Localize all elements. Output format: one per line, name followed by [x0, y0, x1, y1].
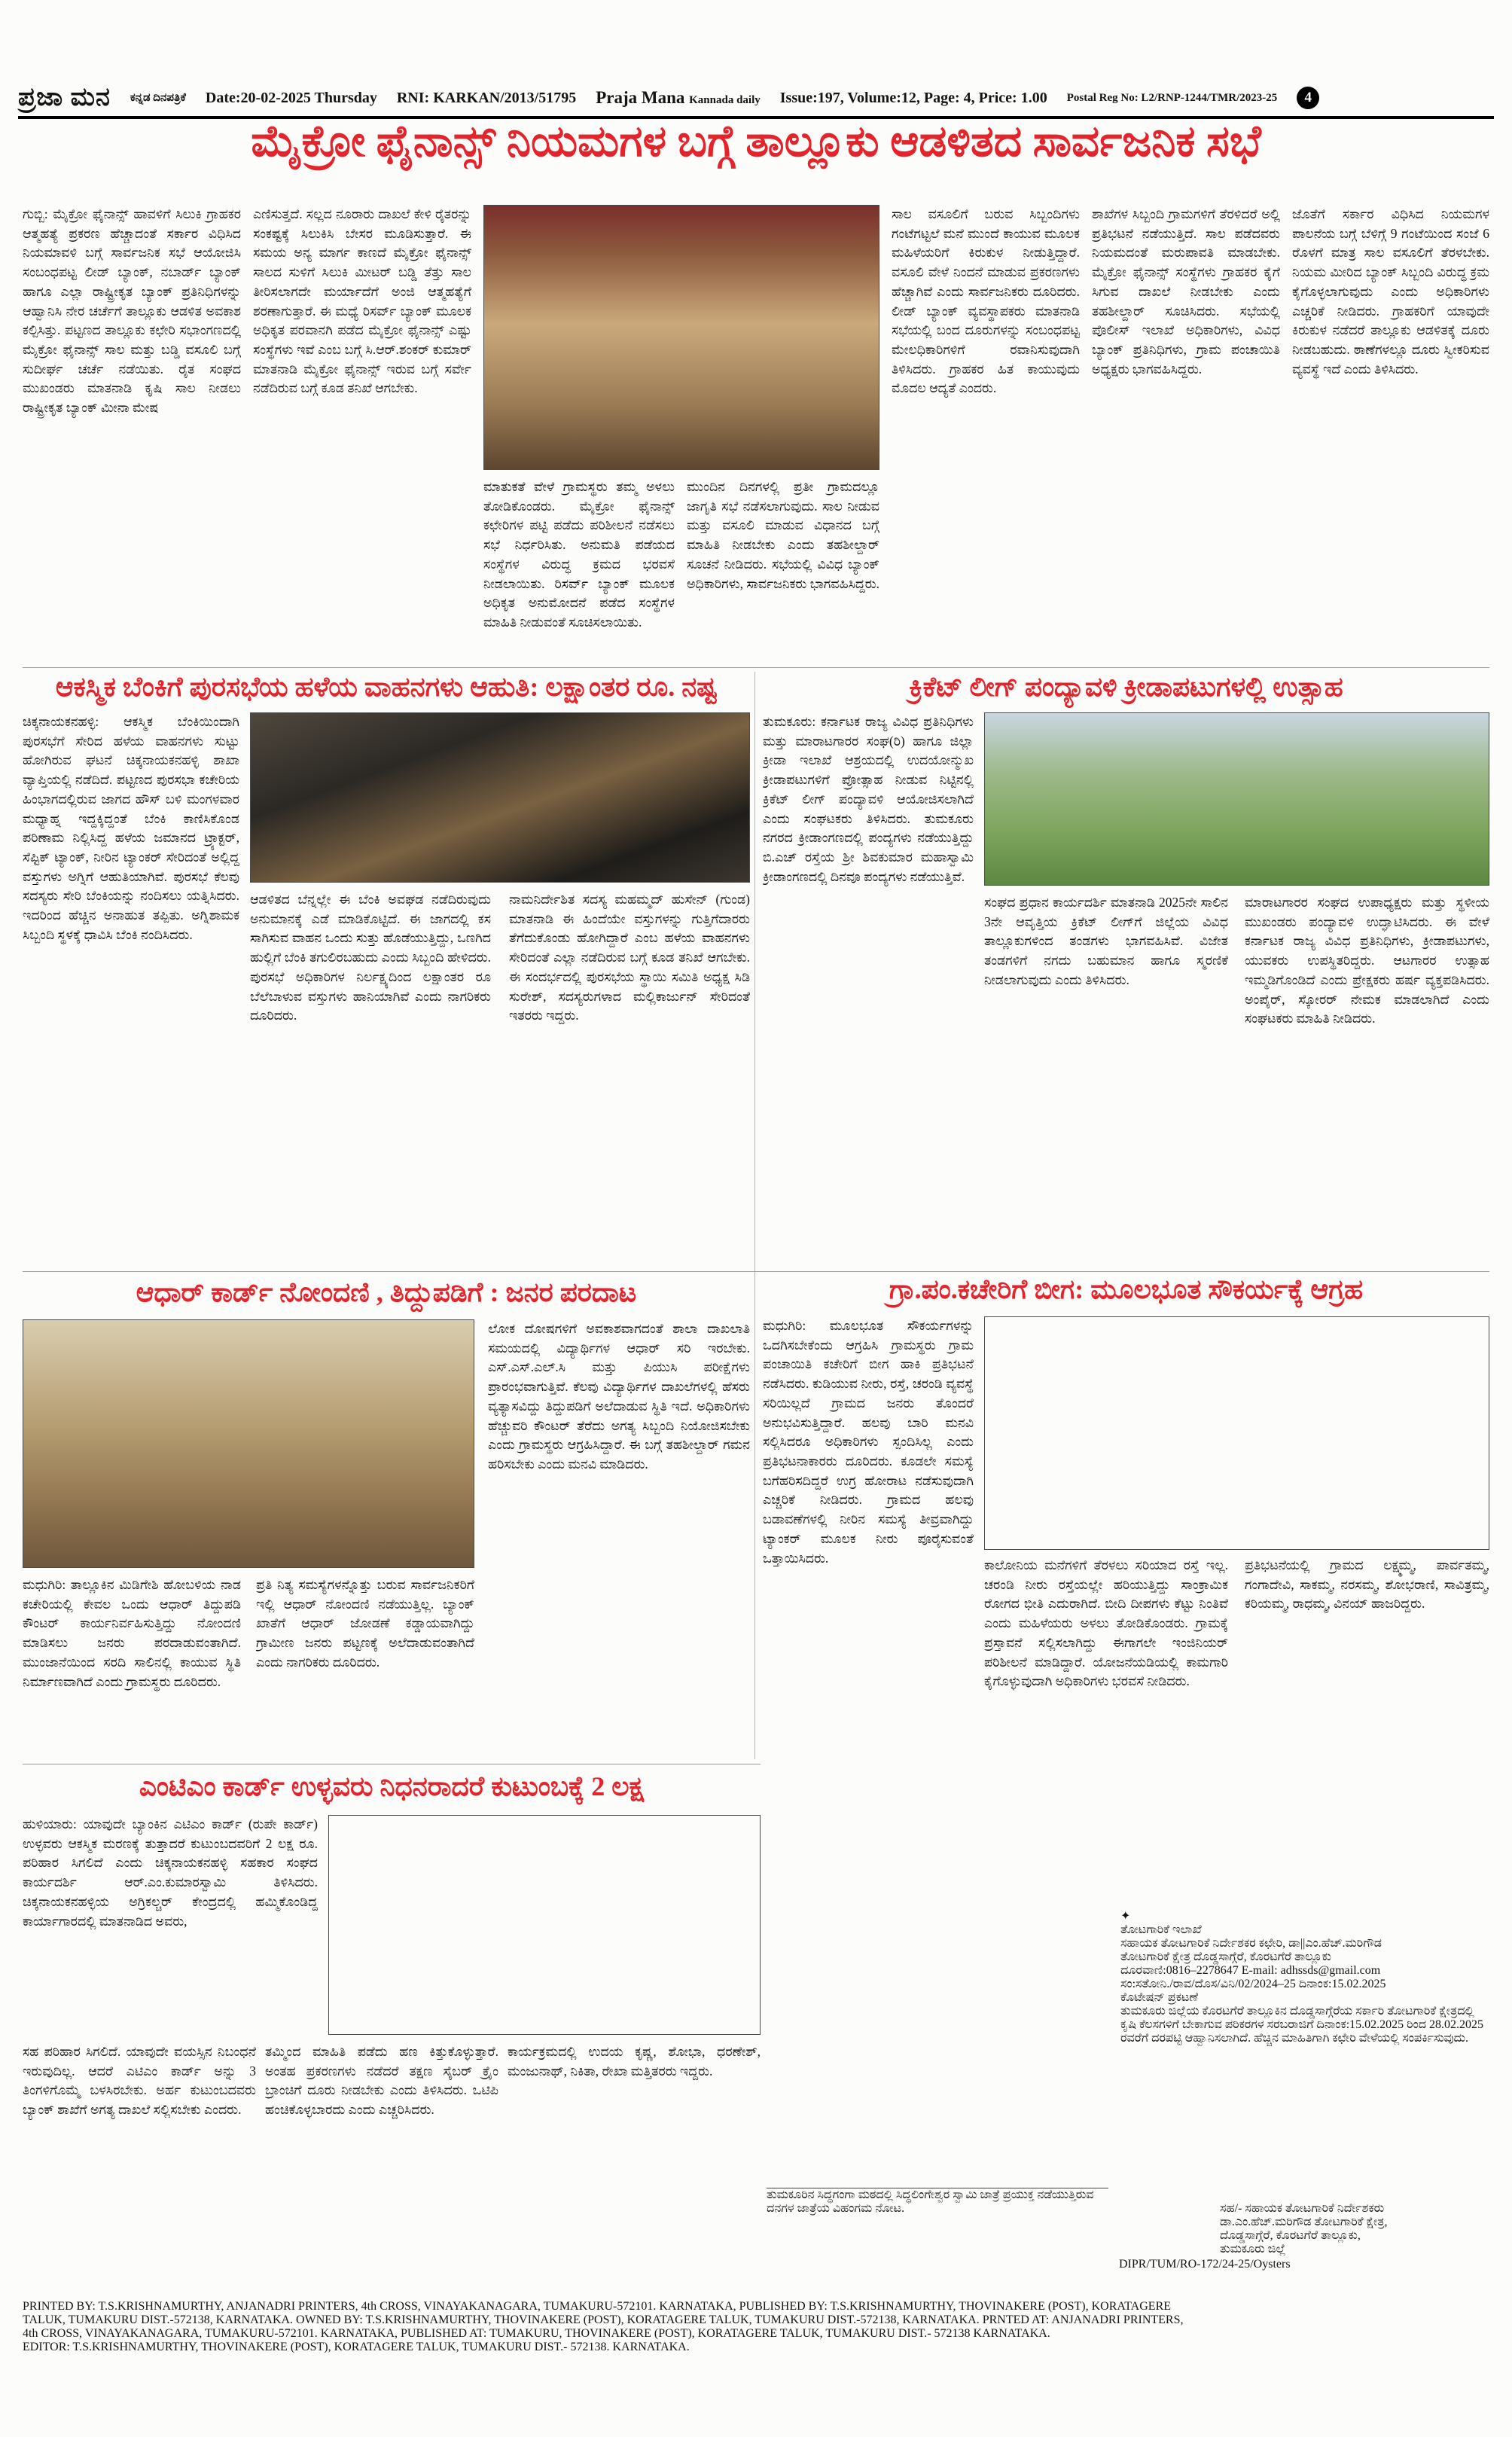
aadhaar-col-1: ಮಧುಗಿರಿ: ತಾಲ್ಲೂಕಿನ ಮಿಡಿಗೇಶಿ ಹೋಬಳಿಯ ನಾಡ ಕಚೇರಿಯಲ್ಲಿ ಕೇವಲ ಒಂದು ಆಧಾರ್ ತಿದ್ದುಪಡಿ ಕೌಂಟರ್ ಕಾರ್ಯನಿರ್ವಹಿಸುತ್ತಿದ್ದು ನೋಂದಣಿ ಮಾಡಿಸಲು ಜನರು ಪರದಾಡುವಂತಾಗಿದೆ. ಮುಂಜಾನೆಯಿಂದ ಸರದಿ ಸಾಲಿನಲ್ಲಿ ಕಾಯುವ ಸ್ಥಿತಿ ನಿರ್ಮಾಣವಾಗಿದೆ ಎಂದು ಗ್ರಾಮಸ್ಥರು ದೂರಿದರು.	[23, 1577, 241, 1689]
lead-col-1: ಗುಬ್ಬಿ: ಮೈಕ್ರೋ ಫೈನಾನ್ಸ್ ಹಾವಳಿಗೆ ಸಿಲುಕಿ ಗ್ರಾಹಕರ ಆತ್ಮಹತ್ಯೆ ಪ್ರಕರಣ ಹೆಚ್ಚಾದಂತೆ ಸರ್ಕಾರ ವಿಧಿಸಿದ ನಿಯಮಾವಳಿ ಬಗ್ಗೆ ಸಾರ್ವಜನಿಕ ಸಭೆ ಆಯೋಜಿಸಿ ಸಂಬಂಧಪಟ್ಟ ಲೀಡ್ ಬ್ಯಾಂಕ್, ನಬಾರ್ಡ್ ಬ್ಯಾಂಕ್ ಹಾಗೂ ಎಲ್ಲಾ ರಾಷ್ಟ್ರೀಕೃತ ಬ್ಯಾಂಕ್ ಪ್ರತಿನಿಧಿಗಳನ್ನು ಆಹ್ವಾನಿಸಿ ನೇರ ಚರ್ಚೆಗೆ ತಾಲ್ಲೂಕು ಆಡಳಿತ ಅವಕಾಶ ಕಲ್ಪಿಸಿತ್ತು. ಪಟ್ಟಣದ ತಾಲ್ಲೂಕು ಕಛೇರಿ ಸಭಾಂಗಣದಲ್ಲಿ ಮೈಕ್ರೋ ಫೈನಾನ್ಸ್ ಸಾಲ ಮತ್ತು ಬಡ್ಡಿ ವಸೂಲಿ ಬಗ್ಗೆ ಸುದೀರ್ಘ ಚರ್ಚೆ ನಡೆಯಿತು. ರೈತ ಸಂಘದ ಮುಖಂಡರು ಮಾತನಾಡಿ ಕೃಷಿ ಸಾಲ ನೀಡಲು ರಾಷ್ಟ್ರೀಕೃತ ಬ್ಯಾಂಕ್ ಮೀನಾ ಮೇಷ	[23, 206, 241, 416]
ad-reference-number: ಸಂ:ಸತೋನಿ./ರಾವ/ದೊಸ/ವಿನಿ/02/2024–25	[1120, 1978, 1296, 1990]
ad-office-line-2: ತೋಟಗಾರಿಕೆ ಕ್ಷೇತ್ರ ದೊಡ್ಡಸಾಗ್ಗೆರೆ, ಕೊರಟಗೆರೆ ತಾಲ್ಲೂಕು	[1120, 1951, 1331, 1963]
lead-col-5: ಸಾಲ ವಸೂಲಿಗೆ ಬರುವ ಸಿಬ್ಬಂದಿಗಳು ಗಂಟೆಗಟ್ಟಲೆ ಮನೆ ಮುಂದೆ ಕಾಯುವ ಮೂಲಕ ಮಹಿಳೆಯರಿಗೆ ಕಿರುಕುಳ ನೀಡುತ್ತಿದ್ದಾರೆ. ವಸೂಲಿ ವೇಳೆ ನಿಂದನೆ ಮಾಡುವ ಪ್ರಕರಣಗಳು ಹೆಚ್ಚಾಗಿವೆ ಎಂದು ಸಾರ್ವಜನಿಕರು ದೂರಿದರು. ಲೀಡ್ ಬ್ಯಾಂಕ್ ವ್ಯವಸ್ಥಾಪಕರು ಮಾತನಾಡಿ ಸಭೆಯಲ್ಲಿ ಬಂದ ದೂರುಗಳನ್ನು ಸಂಬಂಧಪಟ್ಟ ಮೇಲಧಿಕಾರಿಗಳಿಗೆ ರವಾನಿಸುವುದಾಗಿ ತಿಳಿಸಿದರು. ಗ್ರಾಹಕರ ಹಿತ ಕಾಯುವುದು ಮೊದಲ ಆದ್ಯತೆ ಎಂದರು.	[892, 206, 1080, 396]
section-divider	[23, 667, 1489, 668]
atm-col-3: ತಮ್ಮಿಂದ ಮಾಹಿತಿ ಪಡೆದು ಹಣ ಕಿತ್ತುಕೊಳ್ಳುತ್ತಾರೆ. ಅಂತಹ ಪ್ರಕರಣಗಳು ನಡೆದರೆ ತಕ್ಷಣ ಸೈಬರ್ ಕ್ರೈಂ ಬ್ರಾಂಚಿಗೆ ದೂರು ನೀಡಬೇಕು ಎಂದು ತಿಳಿಸಿದರು. ಒಟಿಪಿ ಹಂಚಿಕೊಳ್ಳಬಾರದು ಎಂದು ಎಚ್ಚರಿಸಿದರು.	[265, 2044, 498, 2118]
horticulture-ad	[1120, 1908, 1491, 2196]
karnataka-seal-icon: ✦	[1120, 1910, 1131, 1923]
masthead-issue-info: Issue:197, Volume:12, Page: 4, Price: 1.00	[779, 89, 1047, 106]
fire-col-2: ಆಡಳಿತದ ಬೆನ್ನಲ್ಲೇ ಈ ಬೆಂಕಿ ಅವಘಡ ನಡೆದಿರುವುದು ಅನುಮಾನಕ್ಕೆ ಎಡೆ ಮಾಡಿಕೊಟ್ಟಿದೆ. ಈ ಜಾಗದಲ್ಲಿ ಕಸ ಸಾಗಿಸುವ ವಾಹನ ಒಂದು ಸುತ್ತು ಹೊಡೆಯುತ್ತಿದ್ದು, ಒಣಗಿದ ಹುಲ್ಲಿಗೆ ಬೆಂಕಿ ತಗುಲಿರಬಹುದು ಎಂದು ಸಿಬ್ಬಂದಿ ಹೇಳಿದರು. ಪುರಸಭೆ ಅಧಿಕಾರಿಗಳ ನಿರ್ಲಕ್ಷ್ಯದಿಂದ ಲಕ್ಷಾಂತರ ರೂ ಬೆಲೆಬಾಳುವ ವಸ್ತುಗಳು ಹಾನಿಯಾಗಿವೆ ಎಂದು ನಾಗರಿಕರು ದೂರಿದರು.	[250, 892, 491, 1023]
masthead-postal-reg: Postal Reg No: L2/RNP-1244/TMR/2023-25	[1066, 91, 1278, 104]
newspaper-logo: ಪ್ರಜಾ ಮನ	[18, 84, 111, 111]
cattle-fair-photo	[767, 1920, 1108, 2188]
ad-body-text: ತುಮಕೂರು ಜಿಲ್ಲೆಯ ಕೊರಟಗೆರೆ ತಾಲ್ಲೂಕಿನ ದೊಡ್ಡಸಾಗ್ಗೆರೆಯ ಸರ್ಕಾರಿ ತೋಟಗಾರಿಕೆ ಕ್ಷೇತ್ರದಲ್ಲಿ ಕೃಷಿ ಕೆಲಸಗಳಿಗೆ ಬೇಕಾಗುವ ಪರಿಕರಗಳ ಸರಬರಾಜಿಗೆ ದಿನಾಂಕ:15.02.2025 ರಿಂದ 28.02.2025 ರವರೆಗೆ ದರಪಟ್ಟಿ ಆಹ್ವಾನಿಸಲಾಗಿದೆ. ಹೆಚ್ಚಿನ ಮಾಹಿತಿಗಾಗಿ ಕಛೇರಿ ವೇಳೆಯಲ್ಲಿ ಸಂಪರ್ಕಿಸುವುದು.	[1120, 2005, 1484, 2045]
lead-col-2: ಎಣಿಸುತ್ತದೆ. ಸಲ್ಲದ ನೂರಾರು ದಾಖಲೆ ಕೇಳಿ ರೈತರನ್ನು ಸಂಕಷ್ಟಕ್ಕೆ ಸಿಲುಕಿಸಿ ಬೇಸರ ಮೂಡಿಸುತ್ತಾರೆ. ಈ ಸಮಯ ಅನ್ಯ ಮಾರ್ಗ ಕಾಣದೆ ಮೈಕ್ರೋ ಫೈನಾನ್ಸ್ ಸಾಲದ ಸುಳಿಗೆ ಸಿಲುಕಿ ಮೀಟರ್ ಬಡ್ಡಿ ತೆತ್ತು ಸಾಲ ತೀರಿಸಲಾಗದೇ ಮರ್ಯಾದೆಗೆ ಅಂಜಿ ಆತ್ಮಹತ್ಯೆಗೆ ಶರಣಾಗುತ್ತಾರೆ. ಈ ಮಧ್ಯೆ ರಿಸರ್ವ್ ಬ್ಯಾಂಕ್ ಮೂಲಕ ಅಧಿಕೃತ ಪರವಾನಗಿ ಪಡೆದ ಮೈಕ್ರೋ ಫೈನಾನ್ಸ್ ಎಷ್ಟು ಸಂಸ್ಥೆಗಳು ಇವೆ ಎಂಬ ಬಗ್ಗೆ ಸಿ.ಆರ್.ಶಂಕರ್ ಕುಮಾರ್ ಮಾತನಾಡಿ ಮೈಕ್ರೋ ಫೈನಾನ್ಸ್ ಇರುವ ಬಗ್ಗೆ ಸರ್ವೇ ನಡೆದಿರುವ ಬಗ್ಗೆ ಕೂಡ ತನಿಖೆ ಆಗಬೇಕು.	[253, 206, 471, 396]
newspaper-tagline: ಕನ್ನಡ ದಿನಪತ್ರಿಕೆ	[130, 92, 186, 104]
meeting-photo	[483, 205, 879, 470]
ad-signature-block	[1220, 2202, 1491, 2256]
atm-headline: ಎಂಟಿಎಂ ಕಾರ್ಡ್ ಉಳ್ಳವರು ನಿಧನರಾದರೆ ಕುಟುಂಬಕ್ಕೆ 2 ಲಕ್ಷ	[139, 1771, 645, 1801]
aadhaar-headline: ಆಧಾರ್ ಕಾರ್ಡ್ ನೋಂದಣಿ , ತಿದ್ದುಪಡಿಗೆ : ಜನರ ಪರದಾಟ	[136, 1277, 637, 1307]
lead-headline: ಮೈಕ್ರೋ ಫೈನಾನ್ಸ್ ನಿಯಮಗಳ ಬಗ್ಗೆ ತಾಲ್ಲೂಕು ಆಡಳಿತದ ಸಾರ್ವಜನಿಕ ಸಭೆ	[251, 117, 1261, 166]
ad-office-line-1: ಸಹಾಯಕ ತೋಟಗಾರಿಕೆ ನಿರ್ದೇಶಕರ ಕಛೇರಿ, ಡಾ||ಎಂ.ಹೆಚ್.ಮರಿಗೌಡ	[1120, 1937, 1382, 1950]
imprint-line-4: EDITOR: T.S.KRISHNAMURTHY, THOVINAKERE (POST), KORATAGERE TALUK, TUMAKURU DIST.- 572138. KARNATAKA.	[23, 2341, 690, 2353]
nada-kacheri-photo	[23, 1319, 474, 1568]
atm-workshop-photo	[328, 1815, 761, 2035]
gp-col-1: ಮಧುಗಿರಿ: ಮೂಲಭೂತ ಸೌಕರ್ಯಗಳನ್ನು ಒದಗಿಸಬೇಕೆಂದು ಆಗ್ರಹಿಸಿ ಗ್ರಾಮಸ್ಥರು ಗ್ರಾಮ ಪಂಚಾಯಿತಿ ಕಚೇರಿಗೆ ಬೀಗ ಹಾಕಿ ಪ್ರತಿಭಟನೆ ನಡೆಸಿದರು. ಕುಡಿಯುವ ನೀರು, ರಸ್ತೆ, ಚರಂಡಿ ವ್ಯವಸ್ಥೆ ಸರಿಯಿಲ್ಲದೆ ಗ್ರಾಮದ ಜನರು ತೊಂದರೆ ಅನುಭವಿಸುತ್ತಿದ್ದಾರೆ. ಹಲವು ಬಾರಿ ಮನವಿ ಸಲ್ಲಿಸಿದರೂ ಅಧಿಕಾರಿಗಳು ಸ್ಪಂದಿಸಿಲ್ಲ ಎಂದು ಪ್ರತಿಭಟನಾಕಾರರು ದೂರಿದರು. ಕೂಡಲೇ ಸಮಸ್ಯೆ ಬಗೆಹರಿಸದಿದ್ದರೆ ಉಗ್ರ ಹೋರಾಟ ನಡೆಸುವುದಾಗಿ ಎಚ್ಚರಿಕೆ ನೀಡಿದರು. ಗ್ರಾಮದ ಹಲವು ಬಡಾವಣೆಗಳಲ್ಲಿ ನೀರಿನ ಸಮಸ್ಯೆ ತೀವ್ರವಾಗಿದ್ದು ಟ್ಯಾಂಕರ್ ಮೂಲಕ ನೀರು ಪೂರೈಸುವಂತೆ ಒತ್ತಾಯಿಸಿದರು.	[763, 1318, 974, 1566]
lead-col-6: ಶಾಖೆಗಳ ಸಿಬ್ಬಂದಿ ಗ್ರಾಮಗಳಿಗೆ ತೆರಳಿದರೆ ಅಲ್ಲಿ ಪ್ರತಿಭಟನೆ ನಡೆಯುತ್ತಿದೆ. ಸಾಲ ಪಡೆದವರು ನಿಯಮದಂತೆ ಮರುಪಾವತಿ ಮಾಡಬೇಕು. ಮೈಕ್ರೋ ಫೈನಾನ್ಸ್ ಸಂಸ್ಥೆಗಳು ಗ್ರಾಹಕರ ಕೈಗೆ ಸಿಗುವ ದಾಖಲೆ ನೀಡಬೇಕು ಎಂದು ತಹಶೀಲ್ದಾರ್ ಸೂಚಿಸಿದರು. ಸಭೆಯಲ್ಲಿ ಪೊಲೀಸ್ ಇಲಾಖೆ ಅಧಿಕಾರಿಗಳು, ವಿವಿಧ ಬ್ಯಾಂಕ್ ಪ್ರತಿನಿಧಿಗಳು, ಗ್ರಾಮ ಪಂಚಾಯಿತಿ ಅಧ್ಯಕ್ಷರು ಭಾಗವಹಿಸಿದ್ದರು.	[1092, 206, 1280, 377]
imprint-footer	[23, 2300, 1489, 2354]
cricket-col-1: ತುಮಕೂರು: ಕರ್ನಾಟಕ ರಾಜ್ಯ ವಿವಿಧ ಪ್ರತಿನಿಧಿಗಳು ಮತ್ತು ಮಾರಾಟಗಾರರ ಸಂಘ(ರಿ) ಹಾಗೂ ಜಿಲ್ಲಾ ಕ್ರೀಡಾ ಇಲಾಖೆ ಆಶ್ರಯದಲ್ಲಿ ಉದಯೋನ್ಮುಖ ಕ್ರೀಡಾಪಟುಗಳಿಗೆ ಪ್ರೋತ್ಸಾಹ ನೀಡುವ ನಿಟ್ಟಿನಲ್ಲಿ ಕ್ರಿಕೆಟ್ ಲೀಗ್ ಪಂದ್ಯಾವಳಿ ಆಯೋಜಿಸಲಾಗಿದೆ ಎಂದು ಸಂಘಟಕರು ತಿಳಿಸಿದರು. ತುಮಕೂರು ನಗರದ ಕ್ರೀಡಾಂಗಣದಲ್ಲಿ ಪಂದ್ಯಗಳು ನಡೆಯುತ್ತಿದ್ದು ಬಿ.ಎಚ್ ರಸ್ತೆಯ ಶ್ರೀ ಶಿವಕುಮಾರ ಮಹಾಸ್ವಾಮಿ ಕ್ರೀಡಾಂಗಣದಲ್ಲಿ ದಿನವೂ ಪಂದ್ಯಗಳು ನಡೆಯುತ್ತಿವೆ.	[763, 714, 974, 884]
fire-col-1: ಚಿಕ್ಕನಾಯಕನಹಳ್ಳಿ: ಆಕಸ್ಮಿಕ ಬೆಂಕಿಯಿಂದಾಗಿ ಪುರಸಭೆಗೆ ಸೇರಿದ ಹಳೆಯ ವಾಹನಗಳು ಸುಟ್ಟು ಹೋಗಿರುವ ಘಟನೆ ಚಿಕ್ಕನಾಯಕನಹಳ್ಳಿ ಶಾಖಾ ವ್ಯಾಪ್ತಿಯಲ್ಲಿ ನಡೆದಿದೆ. ಪಟ್ಟಣದ ಪುರಸಭಾ ಕಚೇರಿಯ ಹಿಂಭಾಗದಲ್ಲಿರುವ ಜಾಗದ ಹೌಸ್ ಬಳಿ ಮಂಗಳವಾರ ಮಧ್ಯಾಹ್ನ ಇದ್ದಕ್ಕಿದ್ದಂತೆ ಬೆಂಕಿ ಕಾಣಿಸಿಕೊಂಡ ಪರಿಣಾಮ ನಿಲ್ಲಿಸಿದ್ದ ಹಳೆಯ ಜಮಾನದ ಟ್ರ್ಯಾಕ್ಟರ್, ಸೆಪ್ಟಿಕ್ ಟ್ಯಾಂಕ್, ನೀರಿನ ಟ್ಯಾಂಕರ್ ಸೇರಿದಂತೆ ಅಲ್ಲಿದ್ದ ವಸ್ತುಗಳು ಅಗ್ನಿಗೆ ಆಹುತಿಯಾಗಿವೆ. ಪುರಸಭೆ ಕೆಲವು ಸದಸ್ಯರು ಸೇರಿ ಬೆಂಕಿಯನ್ನು ನಂದಿಸಲು ಯತ್ನಿಸಿದರು. ಇದರಿಂದ ಹೆಚ್ಚಿನ ಅನಾಹುತ ತಪ್ಪಿತು. ಅಗ್ನಿಶಾಮಕ ಸಿಬ್ಬಂದಿ ಸ್ಥಳಕ್ಕೆ ಧಾವಿಸಿ ಬೆಂಕಿ ನಂದಿಸಿದರು.	[23, 714, 239, 942]
ad-sign-line-1: ಸಹ/- ಸಹಾಯಕ ತೋಟಗಾರಿಕೆ ನಿರ್ದೇಶಕರು	[1220, 2202, 1385, 2215]
ad-sign-line-4: ತುಮಕೂರು ಜಿಲ್ಲೆ	[1220, 2243, 1286, 2256]
column-divider	[754, 672, 755, 1759]
cricket-col-3: ಮಾರಾಟಗಾರರ ಸಂಘದ ಉಪಾಧ್ಯಕ್ಷರು ಮತ್ತು ಸ್ಥಳೀಯ ಮುಖಂಡರು ಪಂದ್ಯಾವಳಿ ಉದ್ಘಾಟಿಸಿದರು. ಈ ವೇಳೆ ಕರ್ನಾಟಕ ರಾಜ್ಯ ವಿವಿಧ ಪ್ರತಿನಿಧಿಗಳು, ಕ್ರೀಡಾಪಟುಗಳು, ಯುವಕರು ಉಪಸ್ಥಿತರಿದ್ದರು. ಆಟಗಾರರ ಉತ್ಸಾಹ ಇಮ್ಮಡಿಗೊಂಡಿದೆ ಎಂದು ಪ್ರೇಕ್ಷಕರು ಹರ್ಷ ವ್ಯಕ್ತಪಡಿಸಿದರು. ಅಂಪೈರ್, ಸ್ಕೋರರ್ ನೇಮಕ ಮಾಡಲಾಗಿದೆ ಎಂದು ಸಂಘಟಕರು ಮಾಹಿತಿ ನೀಡಿದರು.	[1245, 895, 1489, 1026]
cattle-fair-caption: ತುಮಕೂರಿನ ಸಿದ್ಧಗಂಗಾ ಮಠದಲ್ಲಿ ಸಿದ್ಧಲಿಂಗೇಶ್ವರ ಸ್ವಾಮಿ ಜಾತ್ರೆ ಪ್ರಯುಕ್ತ ನಡೆಯುತ್ತಿರುವ ದನಗಳ ಜಾತ್ರೆಯ ವಿಹಂಗಮ ನೋಟ.	[767, 2188, 1094, 2215]
lead-col-7: ಜೊತೆಗೆ ಸರ್ಕಾರ ವಿಧಿಸಿದ ನಿಯಮಗಳ ಪಾಲನೆಯ ಬಗ್ಗೆ ಬೆಳಿಗ್ಗೆ 9 ಗಂಟೆಯಿಂದ ಸಂಜೆ 6 ರೊಳಗೆ ಮಾತ್ರ ಸಾಲ ವಸೂಲಿಗೆ ತೆರಳಬೇಕು. ನಿಯಮ ಮೀರಿದ ಬ್ಯಾಂಕ್ ಸಿಬ್ಬಂದಿ ವಿರುದ್ಧ ಕ್ರಮ ಕೈಗೊಳ್ಳಲಾಗುವುದು ಎಂದು ಅಧಿಕಾರಿಗಳು ಎಚ್ಚರಿಕೆ ನೀಡಿದರು. ಗ್ರಾಹಕರಿಗೆ ಯಾವುದೇ ಕಿರುಕುಳ ನಡೆದರೆ ತಾಲ್ಲೂಕು ಆಡಳಿತಕ್ಕೆ ದೂರು ನೀಡಬಹುದು. ಠಾಣೆಗಳಲ್ಲೂ ದೂರು ಸ್ವೀಕರಿಸುವ ವ್ಯವಸ್ಥೆ ಇದೆ ಎಂದು ತಿಳಿಸಿದರು.	[1292, 206, 1489, 377]
aadhaar-col-3: ಲೋಕ ದೋಷಗಳಿಗೆ ಅವಕಾಶವಾಗದಂತೆ ಶಾಲಾ ದಾಖಲಾತಿ ಸಮಯದಲ್ಲಿ ವಿದ್ಯಾರ್ಥಿಗಳ ಆಧಾರ್ ಸರಿ ಇರಬೇಕು. ಎಸ್.ಎಸ್.ಎಲ್.ಸಿ ಮತ್ತು ಪಿಯುಸಿ ಪರೀಕ್ಷೆಗಳು ಪ್ರಾರಂಭವಾಗುತ್ತಿವೆ. ಕೆಲವು ವಿದ್ಯಾರ್ಥಿಗಳ ದಾಖಲೆಗಳಲ್ಲಿ ಹೆಸರು ವ್ಯತ್ಯಾಸವಿದ್ದು ತಿದ್ದುಪಡಿಗೆ ಅಲೆದಾಡುವ ಸ್ಥಿತಿ ಇದೆ. ಅಧಿಕಾರಿಗಳು ಹೆಚ್ಚುವರಿ ಕೌಂಟರ್ ತೆರೆದು ಅಗತ್ಯ ಸಿಬ್ಬಂದಿ ನಿಯೋಜಿಸಬೇಕು ಎಂದು ಗ್ರಾಮಸ್ಥರು ಆಗ್ರಹಿಸಿದ್ದಾರೆ. ಈ ಬಗ್ಗೆ ತಹಶೀಲ್ದಾರ್ ಗಮನ ಹರಿಸಬೇಕು ಎಂದು ಮನವಿ ಮಾಡಿದರು.	[488, 1321, 750, 1472]
dipr-reference: DIPR/TUM/RO-172/24-25/Oysters	[1119, 2258, 1291, 2271]
imprint-line-3: 4th CROSS, VINAYAKANAGARA, TUMAKURU-572101. KARNATAKA, PUBLISHED AT: TUMAKURU, THOVINAKERE (POST), KORATAGERE TALUK, TUMAKURU DIST.- 572138 KARNATAKA.	[23, 2327, 1050, 2340]
page-number-badge: 4	[1297, 87, 1319, 109]
masthead-rni: RNI: KARKAN/2013/51795	[396, 89, 577, 106]
masthead-name-en	[596, 88, 761, 108]
gp-protest-photo	[984, 1316, 1489, 1550]
atm-col-1: ಹುಳಿಯಾರು: ಯಾವುದೇ ಬ್ಯಾಂಕಿನ ಎಟಿಎಂ ಕಾರ್ಡ್ (ರುಪೇ ಕಾರ್ಡ್) ಉಳ್ಳವರು ಆಕಸ್ಮಿಕ ಮರಣಕ್ಕೆ ತುತ್ತಾದರೆ ಕುಟುಂಬದವರಿಗೆ 2 ಲಕ್ಷ ರೂ. ಪರಿಹಾರ ಸಿಗಲಿದೆ ಎಂದು ಚಿಕ್ಕನಾಯಕನಹಳ್ಳಿ ಸಹಕಾರ ಸಂಘದ ಕಾರ್ಯದರ್ಶಿ ಆರ್.ಎಂ.ಕುಮಾರಸ್ವಾಮಿ ತಿಳಿಸಿದರು. ಚಿಕ್ಕನಾಯಕನಹಳ್ಳಿಯ ಅಗ್ರಿಕಲ್ಚರ್ ಕೇಂದ್ರದಲ್ಲಿ ಹಮ್ಮಿಕೊಂಡಿದ್ದ ಕಾರ್ಯಾಗಾರದಲ್ಲಿ ಮಾತನಾಡಿದ ಅವರು,	[23, 1816, 318, 1929]
fire-col-3: ನಾಮನಿರ್ದೇಶಿತ ಸದಸ್ಯ ಮಹಮ್ಮದ್ ಹುಸೇನ್ (ಗುಂಡ) ಮಾತನಾಡಿ ಈ ಹಿಂದೆಯೇ ವಸ್ತುಗಳನ್ನು ಗುತ್ತಿಗೆದಾರರು ತೆಗೆದುಕೊಂಡು ಹೋಗಿದ್ದಾರೆ ಎಂಬ ಹಳೆಯ ವಾಹನಗಳು ಸೇರಿದಂತೆ ಎಲ್ಲಾ ನಡೆದಿರುವ ಬಗ್ಗೆ ಕೂಡ ತನಿಖೆ ಆಗಬೇಕು. ಈ ಸಂದರ್ಭದಲ್ಲಿ ಪುರಸಭೆಯ ಸ್ಥಾಯಿ ಸಮಿತಿ ಅಧ್ಯಕ್ಷ ಸಿಡಿ ಸುರೇಶ್, ಸದಸ್ಯರುಗಳಾದ ಮಲ್ಲಿಕಾರ್ಜುನ್ ಸೇರಿದಂತೆ ಇತರರು ಇದ್ದರು.	[509, 892, 750, 1023]
cattle-fair-box	[767, 1920, 1108, 2288]
section-divider	[23, 1271, 1489, 1272]
lead-col-4: ಮುಂದಿನ ದಿನಗಳಲ್ಲಿ ಪ್ರತೀ ಗ್ರಾಮದಲ್ಲೂ ಜಾಗೃತಿ ಸಭೆ ನಡೆಸಲಾಗುವುದು. ಸಾಲ ನೀಡುವ ಮತ್ತು ವಸೂಲಿ ಮಾಡುವ ವಿಧಾನದ ಬಗ್ಗೆ ಮಾಹಿತಿ ನೀಡಬೇಕು ಎಂದು ತಹಶೀಲ್ದಾರ್ ಸೂಚನೆ ನೀಡಿದರು. ಸಭೆಯಲ್ಲಿ ವಿವಿಧ ಬ್ಯಾಂಕ್ ಅಧಿಕಾರಿಗಳು, ಸಾರ್ವಜನಿಕರು ಭಾಗವಹಿಸಿದ್ದರು.	[687, 479, 879, 591]
gp-col-3: ಪ್ರತಿಭಟನೆಯಲ್ಲಿ ಗ್ರಾಮದ ಲಕ್ಷ್ಮಮ್ಮ, ಪಾರ್ವತಮ್ಮ, ಗಂಗಾದೇವಿ, ಸಾಕಮ್ಮ, ನರಸಮ್ಮ, ಶೋಭರಾಣಿ, ಸಾವಿತ್ರಮ್ಮ, ಕರಿಯಮ್ಮ, ರಾಧಮ್ಮ, ವಿನಯ್ ಹಾಜರಿದ್ದರು.	[1245, 1557, 1489, 1612]
fire-headline: ಆಕಸ್ಮಿಕ ಬೆಂಕಿಗೆ ಪುರಸಭೆಯ ಹಳೆಯ ವಾಹನಗಳು ಆಹುತಿ: ಲಕ್ಷಾಂತರ ರೂ. ನಷ್ಟ	[55, 672, 718, 702]
masthead-name-en-main: Praja Mana	[596, 88, 685, 107]
atm-col-2: ಸಹ ಪರಿಹಾರ ಸಿಗಲಿದೆ. ಯಾವುದೇ ವಯಸ್ಸಿನ ನಿಬಂಧನೆ ಇರುವುದಿಲ್ಲ. ಆದರೆ ಎಟಿಎಂ ಕಾರ್ಡ್ ಅನ್ನು 3 ತಿಂಗಳಿಗೊಮ್ಮೆ ಬಳಸಿರಬೇಕು. ಅರ್ಹ ಕುಟುಂಬದವರು ಬ್ಯಾಂಕ್ ಶಾಖೆಗೆ ಅಗತ್ಯ ದಾಖಲೆ ಸಲ್ಲಿಸಬೇಕು ಎಂದರು.	[23, 2044, 256, 2118]
fire-photo	[250, 712, 750, 883]
lead-col-3: ಮಾತುಕತೆ ವೇಳೆ ಗ್ರಾಮಸ್ಥರು ತಮ್ಮ ಅಳಲು ತೋಡಿಕೊಂಡರು. ಮೈಕ್ರೋ ಫೈನಾನ್ಸ್ ಕಛೇರಿಗಳ ಪಟ್ಟಿ ಪಡೆದು ಪರಿಶೀಲನೆ ನಡೆಸಲು ಸಭೆ ನಿರ್ಧರಿಸಿತು. ಅನುಮತಿ ಪಡೆಯದ ಸಂಸ್ಥೆಗಳ ವಿರುದ್ಧ ಕ್ರಮದ ಭರವಸೆ ನೀಡಲಾಯಿತು. ರಿಸರ್ವ್ ಬ್ಯಾಂಕ್ ಮೂಲಕ ಅಧಿಕೃತ ಅನುಮೋದನೆ ಪಡೆದ ಸಂಸ್ಥೆಗಳ ಮಾಹಿತಿ ನೀಡುವಂತೆ ಸೂಚಿಸಲಾಯಿತು.	[483, 479, 675, 630]
atm-col-4: ಕಾರ್ಯಕ್ರಮದಲ್ಲಿ ಉದಯ ಕೃಷ್ಣ, ಶೋಭಾ, ಧರಣೇಶ್, ಮಂಜುನಾಥ್, ನಿಕಿತಾ, ರೇಖಾ ಮತ್ತಿತರರು ಇದ್ದರು.	[508, 2044, 761, 2079]
imprint-line-1: PRINTED BY: T.S.KRISHNAMURTHY, ANJANADRI PRINTERS, 4th CROSS, VINAYAKANAGARA, TUMAKURU-572101. KARNATAKA, PUBLISHED BY: T.S.KRISHNAMURTHY, THOVINAKERE (POST), KORATAGERE	[23, 2300, 1172, 2313]
cricket-headline: ಕ್ರಿಕೆಟ್ ಲೀಗ್ ಪಂದ್ಯಾವಳಿ ಕ್ರೀಡಾಪಟುಗಳಲ್ಲಿ ಉತ್ಸಾಹ	[909, 672, 1343, 702]
cricket-photo	[984, 712, 1489, 886]
ad-sign-line-3: ದೊಡ್ಡಸಾಗ್ಗೆರೆ, ಕೊರಟಗೆರೆ ತಾಲ್ಲೂಕು,	[1220, 2229, 1361, 2242]
imprint-line-2: TALUK, TUMAKURU DIST.-572138, KARNATAKA. OWNED BY: T.S.KRISHNAMURTHY, THOVINAKERE (POST), KORATAGERE TALUK, TUMAKURU DIST.-572138, KARNATAKA. PRNTED AT: ANJANADRI PRINTERS,	[23, 2313, 1184, 2326]
gp-col-2: ಕಾಲೋನಿಯ ಮನೆಗಳಿಗೆ ತೆರಳಲು ಸರಿಯಾದ ರಸ್ತೆ ಇಲ್ಲ. ಚರಂಡಿ ನೀರು ರಸ್ತೆಯಲ್ಲೇ ಹರಿಯುತ್ತಿದ್ದು ಸಾಂಕ್ರಾಮಿಕ ರೋಗದ ಭೀತಿ ಎದುರಾಗಿದೆ. ಬೀದಿ ದೀಪಗಳು ಕೆಟ್ಟು ನಿಂತಿವೆ ಎಂದು ಮಹಿಳೆಯರು ಅಳಲು ತೋಡಿಕೊಂಡರು. ಗ್ರಾಮಕ್ಕೆ ಪ್ರಸ್ತಾವನೆ ಸಲ್ಲಿಸಲಾಗಿದ್ದು ಈಗಾಗಲೇ ಇಂಜಿನಿಯರ್ ಪರಿಶೀಲನೆ ಮಾಡಿದ್ದಾರೆ. ಯೋಜನೆಯಡಿಯಲ್ಲಿ ಕಾಮಗಾರಿ ಕೈಗೊಳ್ಳುವುದಾಗಿ ಅಧಿಕಾರಿಗಳು ಭರವಸೆ ನೀಡಿದರು.	[984, 1557, 1228, 1689]
cricket-col-2: ಸಂಘದ ಪ್ರಧಾನ ಕಾರ್ಯದರ್ಶಿ ಮಾತನಾಡಿ 2025ನೇ ಸಾಲಿನ 3ನೇ ಆವೃತ್ತಿಯ ಕ್ರಿಕೆಟ್ ಲೀಗ್‌ಗೆ ಜಿಲ್ಲೆಯ ವಿವಿಧ ತಾಲ್ಲೂಕುಗಳಿಂದ ತಂಡಗಳು ಭಾಗವಹಿಸಿವೆ. ವಿಜೇತ ತಂಡಗಳಿಗೆ ನಗದು ಬಹುಮಾನ ಹಾಗೂ ಸ್ಮರಣಿಕೆ ನೀಡಲಾಗುವುದು ಎಂದು ತಿಳಿಸಿದರು.	[984, 895, 1228, 987]
ad-quotation-title: ಕೊಟೇಷನ್ ಪ್ರಕಟಣೆ	[1120, 1991, 1198, 2004]
aadhaar-col-2: ಪ್ರತಿ ನಿತ್ಯ ಸಮಸ್ಯೆಗಳನ್ನೊತ್ತು ಬರುವ ಸಾರ್ವಜನಿಕರಿಗೆ ಇಲ್ಲಿ ಆಧಾರ್ ನೋಂದಣಿ ನಡೆಯುತ್ತಿಲ್ಲ. ಬ್ಯಾಂಕ್ ಖಾತೆಗೆ ಆಧಾರ್ ಜೋಡಣೆ ಕಡ್ಡಾಯವಾಗಿದ್ದು ಗ್ರಾಮೀಣ ಜನರು ಪಟ್ಟಣಕ್ಕೆ ಅಲೆದಾಡುವಂತಾಗಿದೆ ಎಂದು ನಾಗರಿಕರು ದೂರಿದರು.	[256, 1577, 474, 1670]
ad-department-title: ತೋಟಗಾರಿಕೆ ಇಲಾಖೆ	[1120, 1923, 1202, 1936]
masthead	[18, 80, 1494, 119]
gp-headline: ಗ್ರಾ.ಪಂ.ಕಚೇರಿಗೆ ಬೀಗ: ಮೂಲಭೂತ ಸೌಕರ್ಯಕ್ಕೆ ಆಗ್ರಹ	[889, 1274, 1364, 1304]
ad-date: ದಿನಾಂಕ:15.02.2025	[1298, 1978, 1386, 1990]
ad-sign-line-2: ಡಾ.ಎಂ.ಹೆಚ್.ಮರಿಗೌಡ ತೋಟಗಾರಿಕೆ ಕ್ಷೇತ್ರ,	[1220, 2216, 1388, 2228]
masthead-name-en-suffix: Kannada daily	[689, 94, 761, 106]
masthead-date: Date:20-02-2025 Thursday	[205, 89, 377, 106]
ad-contact-line: ದೂರವಾಣಿ:0816–2278647 E-mail: adhssds@gmail.com	[1120, 1964, 1381, 1977]
